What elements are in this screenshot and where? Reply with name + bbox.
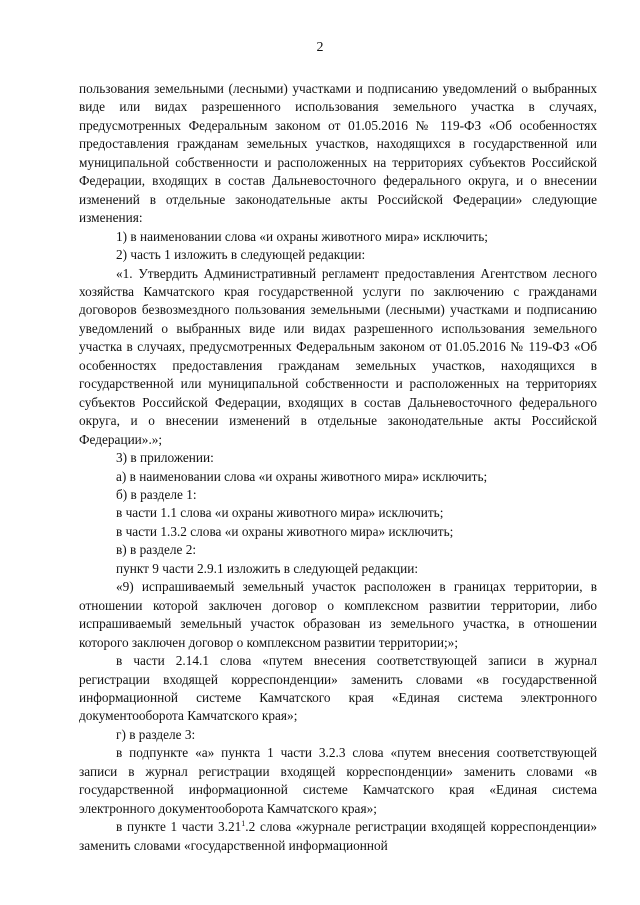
paragraph-item-1: 1) в наименовании слова «и охраны животного мира» исключить; <box>116 228 488 244</box>
paragraph-part-1-1: в части 1.1 слова «и охраны животного мира» исключить; <box>116 505 444 521</box>
paragraph-subitem-a: а) в наименовании слова «и охраны животного мира» исключить; <box>116 468 488 484</box>
page-number: 2 <box>316 40 324 55</box>
paragraph-subitem-b: б) в разделе 1: <box>116 486 197 502</box>
paragraph-text-before: в пункте 1 части 3.21 <box>116 819 242 835</box>
paragraph-intro-continuation: пользования земельными (лесными) участками и подписанию уведомлений о выбранных виде или видах разрешенного использования земельного участка в случаях, предусмотренных Федеральным законом от 01.05.2016 № 119-ФЗ «Об особенностях предоставления гражданам земельных участков, находящихся в государственной или муниципальной собственности и расположенных на территориях субъектов Российской Федерации, входящих в состав Дальневосточного федерального округа, и о внесении изменений в отдельные законодательные акты Российской Федерации» следующие изменения: <box>79 81 597 226</box>
paragraph-point-9: пункт 9 части 2.9.1 изложить в следующей редакции: <box>116 560 419 576</box>
paragraph-part-3-21-1-2 <box>79 818 597 855</box>
paragraph-part-2-14-1: в части 2.14.1 слова «путем внесения соответствующей записи в журнал регистрации входящей корреспонденции» заменить словами «в государственной информационной системе Камчатского края «Единая система электронного документооборота Камчатского края»; <box>79 653 597 724</box>
paragraph-part-1-3-2: в части 1.3.2 слова «и охраны животного мира» исключить; <box>116 523 454 539</box>
superscript-index: 1 <box>241 819 246 829</box>
paragraph-subitem-g: г) в разделе 3: <box>116 726 196 742</box>
paragraph-subitem-v: в) в разделе 2: <box>116 542 197 558</box>
paragraph-new-part-1: «1. Утвердить Административный регламент предоставления Агентством лесного хозяйства Камчатского края государственной услуги по заключению с гражданами договоров безвозмездного пользования земельными (лесными) участками и подписанию уведомлений о выбранных виде или видах разрешенного использования земельного участка в случаях, предусмотренных Федеральным законом от 01.05.2016 № 119-ФЗ «Об особенностях предоставления гражданам земельных участков, находящихся в государственной или муниципальной собственности и расположенных на территориях субъектов Российской Федерации, входящих в состав Дальневосточного федерального округа, и о внесении изменений в отдельные законодательные акты Российской Федерации».»; <box>79 265 597 447</box>
paragraph-part-3-2-3: в подпункте «а» пункта 1 части 3.2.3 слова «путем внесения соответствующей записи в журнал регистрации входящей корреспонденции» заменить словами «в государственной информационной системе Камчатского края «Единая система электронного документооборота Камчатского края»; <box>79 745 597 816</box>
paragraph-item-2: 2) часть 1 изложить в следующей редакции: <box>116 247 366 263</box>
document-body <box>79 80 597 855</box>
paragraph-point-9-text: «9) испрашиваемый земельный участок расположен в границах территории, в отношении которой заключен договор о комплексном развитии территории, либо испрашиваемый земельный участок образован из земельного участка, в отношении которого заключен договор о комплексном развитии территории;»; <box>79 579 597 650</box>
paragraph-text-after: .2 слова «журнале регистрации входящей корреспонденции» заменить словами «государственной информационной <box>79 819 597 853</box>
paragraph-item-3: 3) в приложении: <box>116 450 214 466</box>
